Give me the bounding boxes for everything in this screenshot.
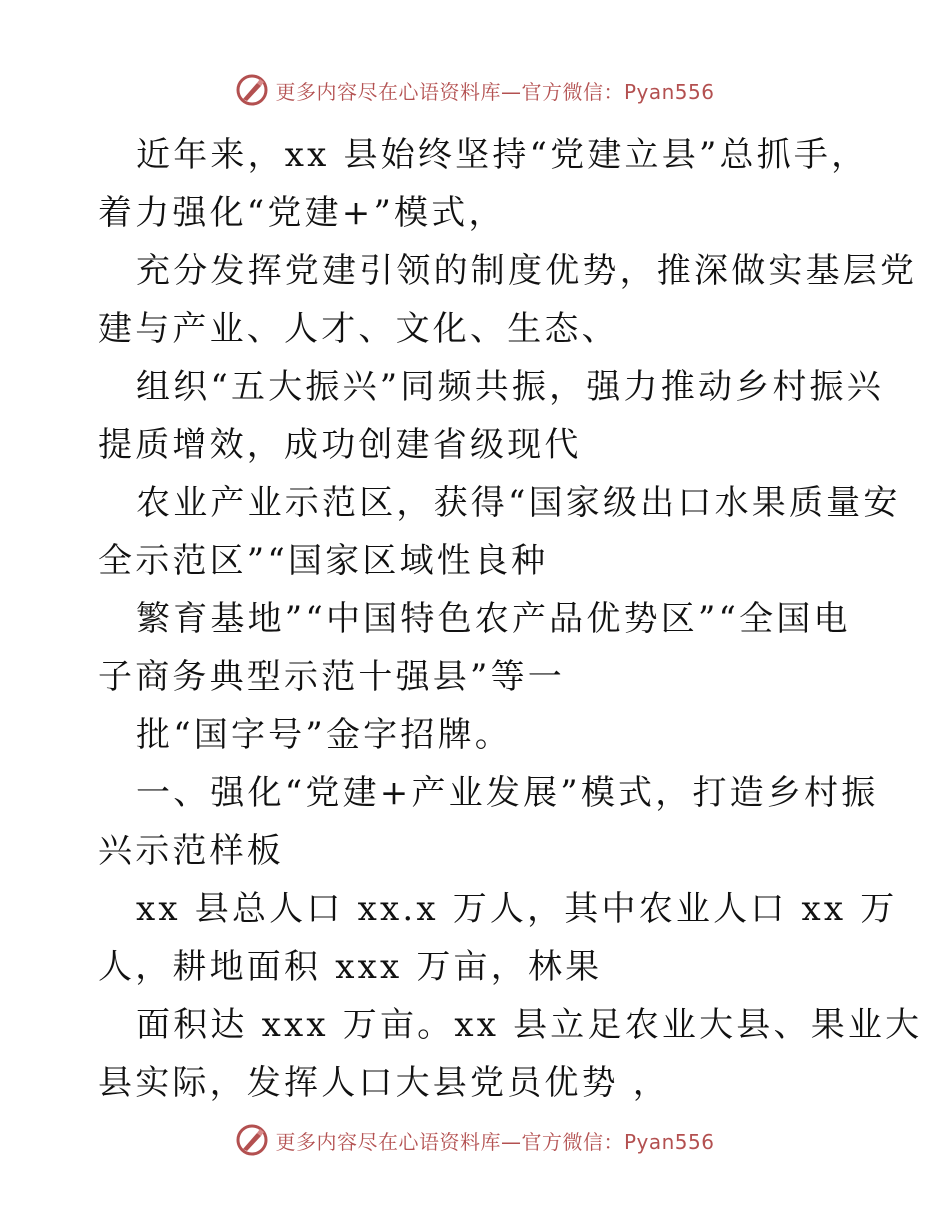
paragraph — [98, 706, 858, 764]
paragraph-line: xx 县总人口 xx.x 万人，其中农业人口 xx 万 — [136, 889, 898, 929]
watermark-text: 更多内容尽在心语资料库—官方微信：Pyan556 — [275, 1129, 715, 1154]
section-heading — [98, 764, 879, 880]
header-watermark — [0, 70, 950, 110]
footer-watermark — [0, 1120, 950, 1160]
paragraph-line: 组织“五大振兴”同频共振，强力推动乡村振兴 — [136, 367, 884, 407]
pen-logo-icon — [235, 1123, 269, 1157]
paragraph-line: 一、强化“党建+产业发展”模式，打造乡村振 — [136, 773, 879, 813]
paragraph-line: 县实际，发挥人口大县党员优势 ， — [98, 1063, 671, 1103]
paragraph-line: 兴示范样板 — [98, 831, 284, 871]
paragraph-line: 全示范区”“国家区域性良种 — [98, 541, 549, 581]
paragraph-line: 批“国字号”金字招牌。 — [136, 715, 512, 755]
paragraph — [98, 880, 898, 996]
paragraph-line: 农业产业示范区，获得“国家级出口水果质量安 — [136, 483, 901, 523]
paragraph-line: 面积达 xxx 万亩。xx 县立足农业大县、果业大 — [136, 1005, 923, 1045]
paragraph-line: 子商务典型示范十强县”等一 — [98, 657, 565, 697]
paragraph — [98, 590, 858, 706]
watermark-text: 更多内容尽在心语资料库—官方微信：Pyan556 — [275, 79, 715, 104]
document-body — [98, 126, 923, 1112]
paragraph-line: 着力强化“党建+”模式， — [98, 193, 506, 233]
paragraph-line: 繁育基地”“中国特色农产品优势区”“全国电 — [136, 599, 851, 639]
paragraph-line: 建与产业、人才、文化、生态、 — [98, 309, 619, 349]
paragraph — [98, 358, 884, 474]
paragraph — [98, 996, 923, 1112]
paragraph-line: 人，耕地面积 xxx 万亩，林果 — [98, 947, 603, 987]
paragraph-line: 充分发挥党建引领的制度优势，推深做实基层党 — [136, 251, 918, 291]
paragraph — [98, 474, 901, 590]
paragraph-line: 近年来，xx 县始终坚持“党建立县”总抓手， — [136, 135, 869, 175]
pen-logo-icon — [235, 73, 269, 107]
paragraph — [98, 242, 918, 358]
paragraph — [98, 126, 869, 242]
paragraph-line: 提质增效，成功创建省级现代 — [98, 425, 582, 465]
